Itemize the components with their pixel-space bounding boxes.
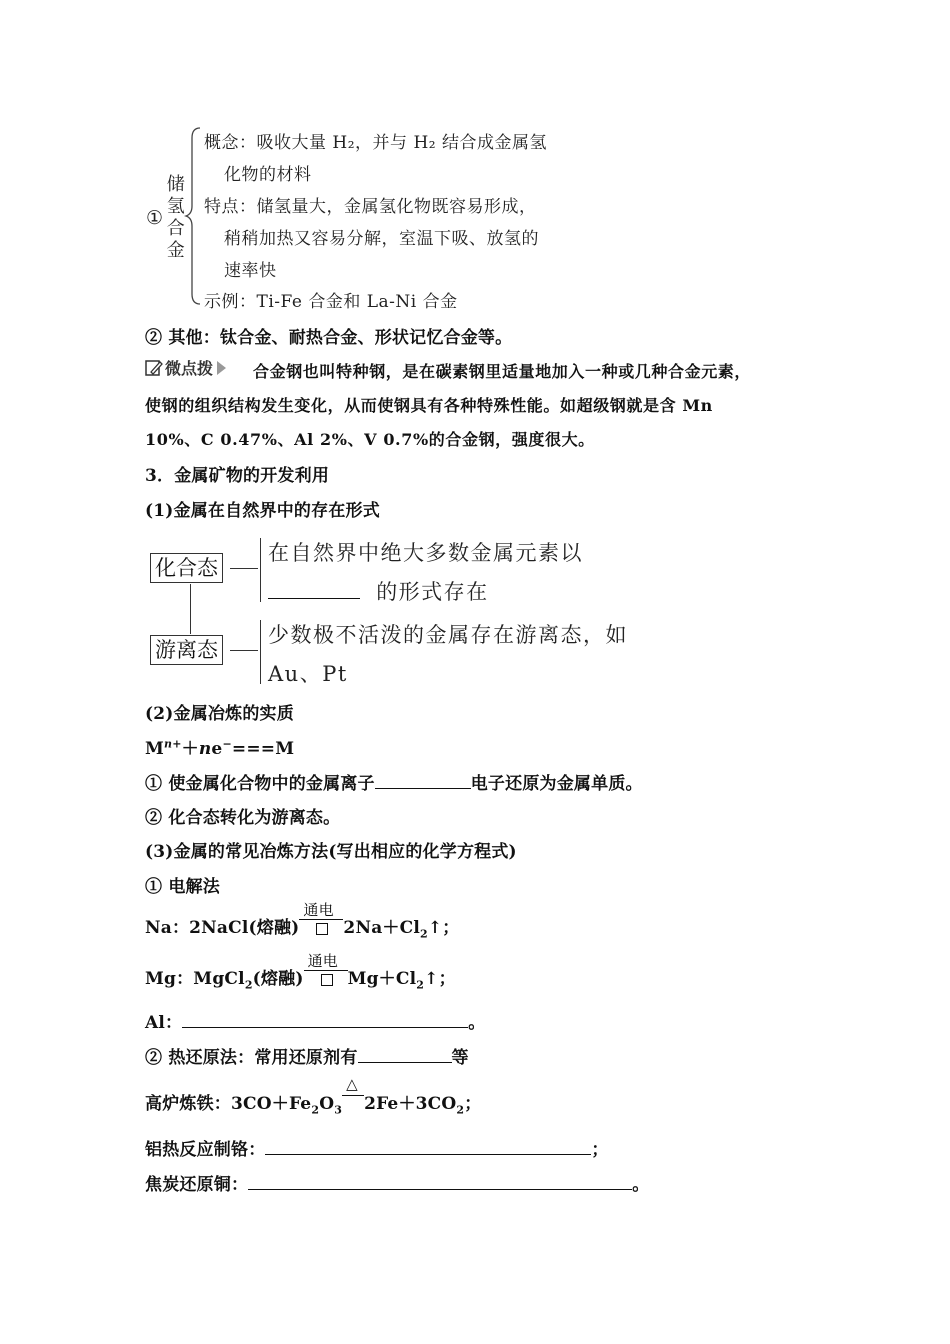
subheading-3: (3)金属的常见冶炼方法(写出相应的化学方程式) <box>145 842 517 862</box>
connector-1 <box>230 568 258 569</box>
connector-2 <box>230 650 258 651</box>
heating-condition: △ <box>342 1089 364 1109</box>
reduction-equation: $M^{n+}+ne^-===M$ <box>145 737 295 759</box>
bracket-1 <box>260 538 261 602</box>
tip-badge-label: 微点拨 <box>165 359 214 378</box>
blank-al[interactable] <box>182 1011 468 1028</box>
compound-line-1: 在自然界中绝大多数金属元素以 <box>268 541 583 565</box>
vertical-connector <box>190 584 191 634</box>
subheading-2: (2)金属冶炼的实质 <box>145 704 294 724</box>
section-3-heading: 3．金属矿物的开发利用 <box>145 466 330 486</box>
al-equation: Al： 。 <box>145 1013 486 1033</box>
brace-icon <box>184 126 204 306</box>
tip-line-2: 使钢的组织结构发生变化，从而使钢具有各种特殊性能。如超级钢就是含 Mn <box>145 396 713 415</box>
thermal-reduction: ② 热还原法：常用还原剂有 等 <box>145 1048 469 1068</box>
free-line-2: Au、Pt <box>268 662 348 686</box>
hydrogen-alloy-label: 储 氢 合 金 <box>166 174 186 261</box>
hydrogen-line-1: 概念：吸收大量 H₂，并与 H₂ 结合成金属氢 <box>204 133 547 153</box>
pencil-note-icon <box>145 359 163 377</box>
hydrogen-line-2: 化物的材料 <box>224 165 312 185</box>
na-equation: Na：2NaCl(熔融) 通电 $2Na+Cl_2↑$； <box>145 901 460 941</box>
blank-coke[interactable] <box>248 1173 632 1190</box>
tip-badge <box>145 356 226 379</box>
mg-equation: Mg：MgCl$_2$(熔融) 通电 $Mg+Cl_2↑$； <box>145 952 456 992</box>
coke-copper: 焦炭还原铜： 。 <box>145 1175 650 1195</box>
subheading-1: (1)金属在自然界中的存在形式 <box>145 501 380 521</box>
electrolysis-condition: 通电 <box>304 964 348 984</box>
free-state-box: 游离态 <box>150 635 223 665</box>
blank-reducer[interactable] <box>358 1046 452 1063</box>
compound-line-2: 的形式存在 <box>268 576 489 606</box>
compound-state-box: 化合态 <box>150 553 223 583</box>
point-1: ① 使金属化合物中的金属离子 电子还原为金属单质。 <box>145 774 643 794</box>
electrolysis-condition: 通电 <box>299 913 343 933</box>
electrolysis-heading: ① 电解法 <box>145 877 220 897</box>
hydrogen-line-6: 示例：Ti-Fe 合金和 La-Ni 合金 <box>204 292 458 312</box>
blast-furnace-equation: 高炉炼铁：$3CO+Fe_2O_3$ △ $2Fe+3CO_2$； <box>145 1075 482 1117</box>
blank-electrons[interactable] <box>375 772 471 789</box>
hydrogen-line-4: 稍稍加热又容易分解，室温下吸、放氢的 <box>224 229 539 249</box>
hydrogen-line-5: 速率快 <box>224 261 277 281</box>
play-triangle-icon <box>217 361 226 375</box>
bracket-2 <box>260 620 261 684</box>
circled-number-1: ① <box>146 207 164 229</box>
hydrogen-line-3: 特点：储氢量大，金属氢化物既容易形成， <box>204 197 537 217</box>
other-alloys: ② 其他：钛合金、耐热合金、形状记忆合金等。 <box>145 328 513 348</box>
point-2: ② 化合态转化为游离态。 <box>145 808 341 828</box>
blank-form[interactable] <box>268 582 360 599</box>
blank-al-cr[interactable] <box>265 1138 591 1155</box>
tip-line-1: 合金钢也叫特种钢，是在碳素钢里适量地加入一种或几种合金元素， <box>253 362 752 381</box>
free-line-1: 少数极不活泼的金属存在游离态，如 <box>268 623 628 647</box>
aluminothermic-chromium: 铝热反应制铬： ； <box>145 1140 609 1160</box>
tip-line-3: 10%、C 0.47%、Al 2%、V 0.7%的合金钢，强度很大。 <box>145 430 595 449</box>
